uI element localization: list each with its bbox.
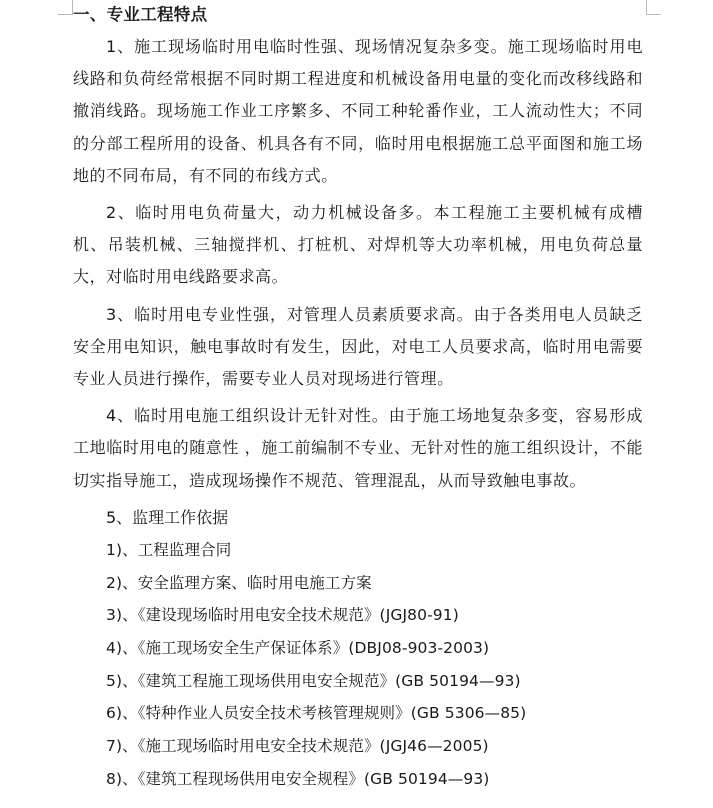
paragraph-3: 3、临时用电专业性强，对管理人员素质要求高。由于各类用电人员缺乏安全用电知识，触电事故时有发生，因此，对电工人员要求高，临时用电需要专业人员进行操作，需要专业人员对现场进行管理。 <box>73 304 643 389</box>
basis-item: 3)、《建设现场临时用电安全技术规范》(JGJ80-91) <box>106 606 459 625</box>
basis-list <box>73 534 643 796</box>
page-corner-mark-left <box>58 0 73 15</box>
basis-item: 6)、《特种作业人员安全技术考核管理规则》(GB 5306—85) <box>106 704 527 723</box>
basis-item: 2)、安全监理方案、临时用电施工方案 <box>106 573 372 592</box>
basis-item: 5)、《建筑工程施工现场供用电安全规范》(GB 50194—93) <box>106 671 521 690</box>
basis-title: 5、监理工作依据 <box>106 507 229 527</box>
basis-item: 1)、工程监理合同 <box>106 540 232 559</box>
paragraph-2: 2、临时用电负荷量大，动力机械设备多。本工程施工主要机械有成槽机、吊装机械、三轴搅拌机、打桩机、对焊机等大功率机械，用电负荷总量大，对临时用电线路要求高。 <box>73 203 643 287</box>
paragraph-4: 4、临时用电施工组织设计无针对性。由于施工场地复杂多变，容易形成工地临时用电的随意性 ，施工前编制不专业、无针对性的施工组织设计，不能切实指导施工，造成现场操作不规范、管理混乱，从而导致触电事故。 <box>73 406 643 490</box>
paragraph-1: 1、施工现场临时用电临时性强、现场情况复杂多变。施工现场临时用电线路和负荷经常根据不同时期工程进度和机械设备用电量的变化而改移线路和撤消线路。现场施工作业工序繁多、不同工种轮番作业，工人流动性大；不同的分部工程所用的设备、机具各有不同，临时用电根据施工总平面图和施工场地的不同布局，有不同的布线方式。 <box>73 37 643 185</box>
basis-item: 7)、《施工现场临时用电安全技术规范》(JGJ46—2005) <box>106 737 489 756</box>
document-body <box>73 0 643 795</box>
basis-item: 4)、《施工现场安全生产保证体系》(DBJ08-903-2003) <box>106 638 490 657</box>
section-heading: 一、专业工程特点 <box>73 5 208 24</box>
page-corner-mark-right <box>646 0 661 15</box>
basis-item: 8)、《建筑工程现场供用电安全规程》(GB 50194—93) <box>106 769 490 788</box>
